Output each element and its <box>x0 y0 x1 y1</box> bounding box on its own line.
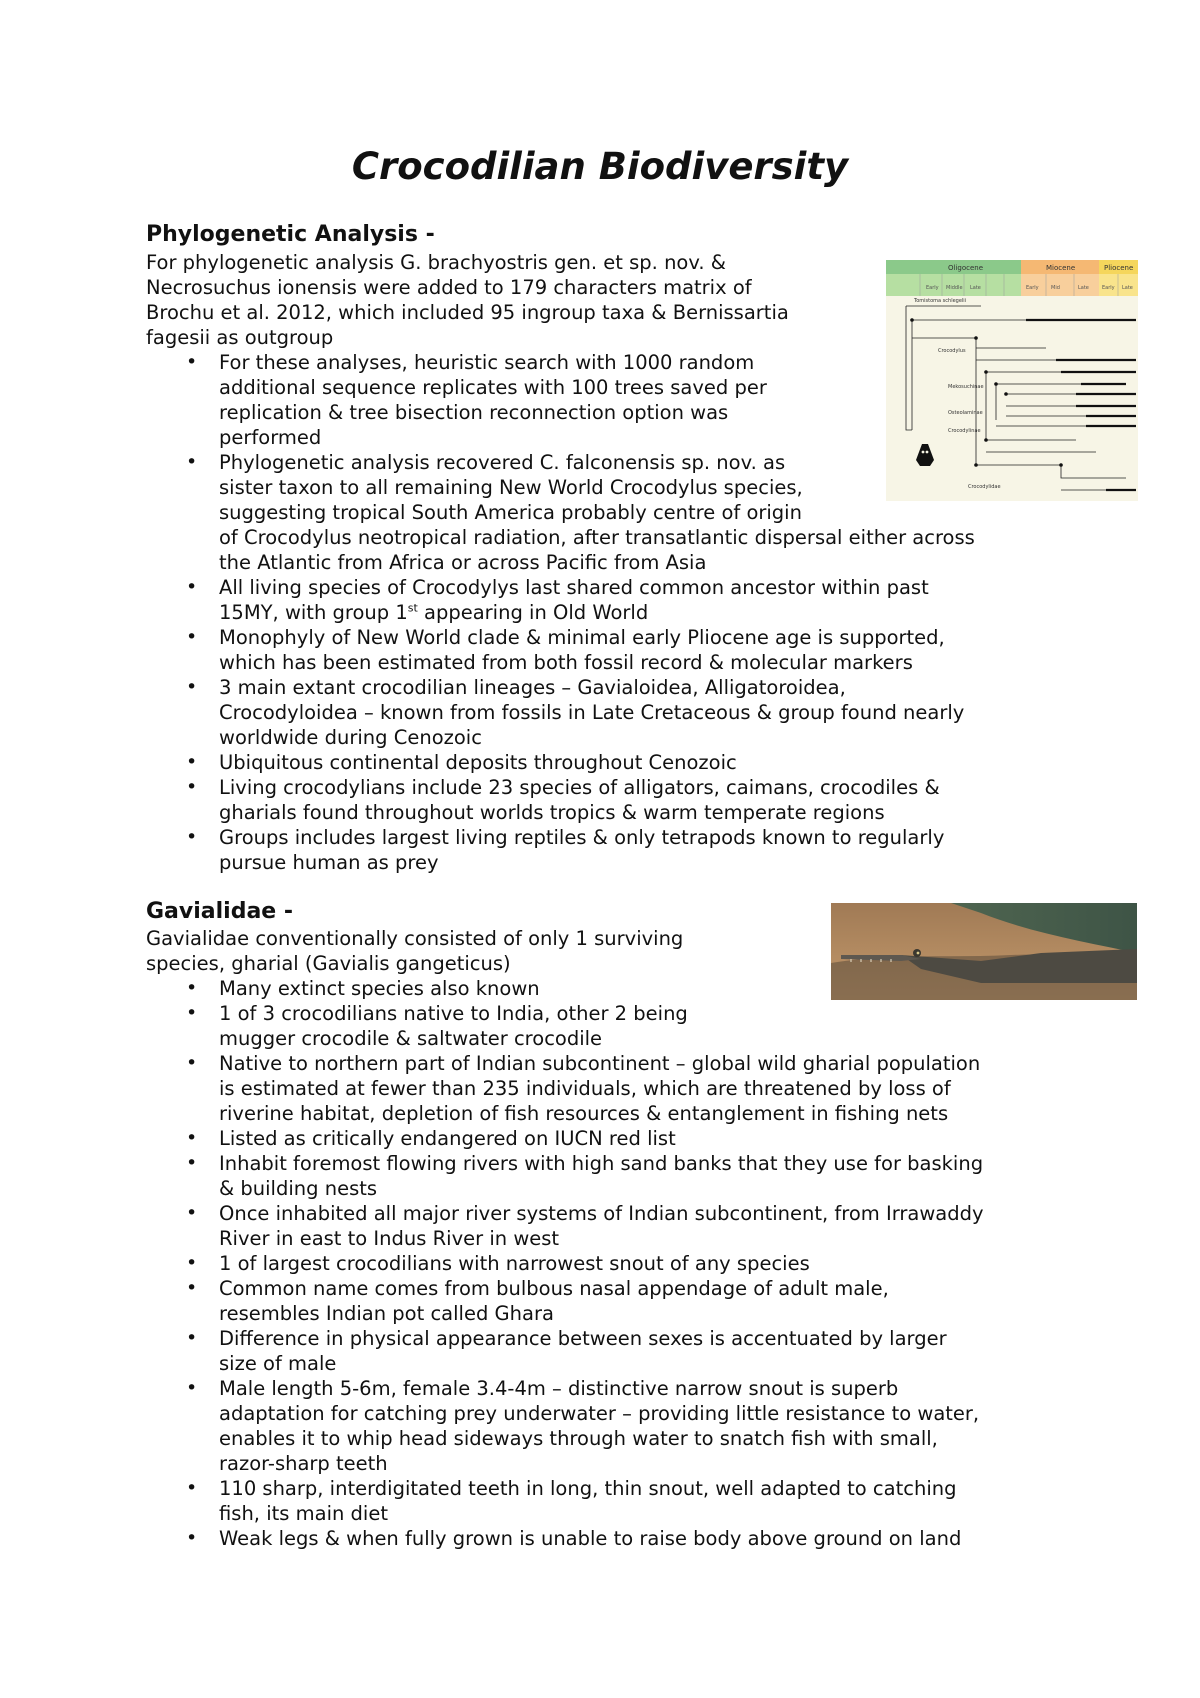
text-line: suggesting tropical South America probably centre of origin <box>219 501 802 524</box>
text-line: Necrosuchus ionensis were added to 179 characters matrix of <box>146 276 752 299</box>
list-item <box>146 1276 984 1326</box>
text-line: 15MY, with group 1 <box>219 601 408 624</box>
gharial-photo-svg <box>831 903 1137 1000</box>
stage-label: Late <box>1078 285 1089 291</box>
text-line: Native to northern part of Indian subcontinent – global wild gharial population <box>219 1052 981 1075</box>
list-item <box>146 1326 984 1376</box>
list-item <box>146 1126 984 1151</box>
text-line: 110 sharp, interdigitated teeth in long, thin snout, well adapted to catching <box>219 1477 957 1500</box>
section-intro-gavialidae <box>146 926 683 976</box>
list-item <box>146 775 975 825</box>
text-line: size of male <box>219 1352 337 1375</box>
phylogeny-figure <box>886 260 1138 501</box>
text-line: Monophyly of New World clade & minimal early Pliocene age is supported, <box>219 626 945 649</box>
text-line: Difference in physical appearance between sexes is accentuated by larger <box>219 1327 947 1350</box>
text-line: Weak legs & when fully grown is unable to raise body above ground on land <box>219 1527 962 1550</box>
list-item <box>146 350 975 450</box>
list-item <box>146 825 975 875</box>
list-item <box>146 625 975 675</box>
superscript: st <box>407 601 418 615</box>
tree-branches <box>906 306 1126 490</box>
text-line: riverine habitat, depletion of fish resources & entanglement in fishing nets <box>219 1102 949 1125</box>
text-line: gharials found throughout worlds tropics & warm temperate regions <box>219 801 885 824</box>
section-intro-phylogenetic <box>146 250 789 350</box>
text-line: Many extinct species also known <box>219 977 540 1000</box>
epoch-label: Pliocene <box>1104 264 1134 272</box>
text-line: enables it to whip head sideways through water to snatch fish with small, <box>219 1427 938 1450</box>
text-line: razor-sharp teeth <box>219 1452 388 1475</box>
text-line: fagesii as outgroup <box>146 326 334 349</box>
text-line: worldwide during Cenozoic <box>219 726 482 749</box>
text-line: pursue human as prey <box>219 851 439 874</box>
text-line: Male length 5-6m, female 3.4-4m – distinctive narrow snout is superb <box>219 1377 899 1400</box>
list-item <box>146 1051 984 1126</box>
stage-label: Late <box>970 285 981 291</box>
text-line: All living species of Crocodylys last shared common ancestor within past <box>219 576 929 599</box>
text-line: River in east to Indus River in west <box>219 1227 560 1250</box>
gharial-photo <box>831 903 1137 1000</box>
range-bars <box>1026 320 1136 490</box>
text-line: of Crocodylus neotropical radiation, after transatlantic dispersal either across <box>219 526 975 549</box>
page-title: Crocodilian Biodiversity <box>351 145 849 188</box>
taxon-label: Mekosuchinae <box>948 384 984 390</box>
text-line: For these analyses, heuristic search with 1000 random <box>219 351 755 374</box>
list-item <box>146 1151 984 1201</box>
bullet-list-gavialidae <box>146 976 984 1551</box>
text-line: Gavialidae conventionally consisted of only 1 surviving <box>146 927 684 950</box>
text-line: species, gharial (Gavialis gangeticus) <box>146 952 511 975</box>
text-line: Inhabit foremost flowing rivers with high sand banks that they use for basking <box>219 1152 984 1175</box>
list-item <box>146 675 975 750</box>
crocodile-silhouette-icon <box>916 444 934 466</box>
section-heading-gavialidae: Gavialidae - <box>146 899 294 924</box>
taxon-label: Tomistoma schlegelii <box>914 298 967 304</box>
text-line: Listed as critically endangered on IUCN red list <box>219 1127 676 1150</box>
list-item <box>146 450 975 575</box>
text-line: is estimated at fewer than 235 individuals, which are threatened by loss of <box>219 1077 951 1100</box>
taxon-label: Crocodylidae <box>968 484 1001 490</box>
text-line: Living crocodylians include 23 species of alligators, caimans, crocodiles & <box>219 776 940 799</box>
taxon-label: Crocodylinae <box>948 428 981 434</box>
epoch-label: Oligocene <box>948 264 984 272</box>
text-line: Phylogenetic analysis recovered C. falconensis sp. nov. as <box>219 451 786 474</box>
stage-label: Middle <box>946 285 963 291</box>
stage-label: Early <box>1026 285 1039 291</box>
text-line: replication & tree bisection reconnection option was <box>219 401 729 424</box>
stage-label: Early <box>1102 285 1115 291</box>
list-item <box>146 1376 984 1476</box>
text-line: sister taxon to all remaining New World Crocodylus species, <box>219 476 803 499</box>
list-item <box>146 1251 984 1276</box>
list-item <box>146 575 975 625</box>
stage-label: Early <box>926 285 939 291</box>
text-line: 3 main extant crocodilian lineages – Gavialoidea, Alligatoroidea, <box>219 676 846 699</box>
text-line: Once inhabited all major river systems of Indian subcontinent, from Irrawaddy <box>219 1202 984 1225</box>
list-item <box>146 1476 984 1526</box>
list-item <box>146 1526 984 1551</box>
text-line: the Atlantic from Africa or across Pacific from Asia <box>219 551 707 574</box>
list-item <box>146 750 975 775</box>
epoch-label: Miocene <box>1046 264 1076 272</box>
list-item <box>146 1001 984 1051</box>
text-line: & building nests <box>219 1177 378 1200</box>
text-line: resembles Indian pot called Ghara <box>219 1302 554 1325</box>
taxon-label: Osteolaminae <box>948 410 983 416</box>
text-line: Crocodyloidea – known from fossils in Late Cretaceous & group found nearly <box>219 701 965 724</box>
text-line: 1 of 3 crocodilians native to India, other 2 being <box>219 1002 688 1025</box>
text-line: fish, its main diet <box>219 1502 388 1525</box>
text-line: which has been estimated from both fossil record & molecular markers <box>219 651 913 674</box>
bullet-list-phylogenetic <box>146 350 975 875</box>
text-line: Brochu et al. 2012, which included 95 ingroup taxa & Bernissartia <box>146 301 789 324</box>
taxon-label: Crocodylus <box>938 348 966 354</box>
text-line: mugger crocodile & saltwater crocodile <box>219 1027 603 1050</box>
text-line: Groups includes largest living reptiles & only tetrapods known to regularly <box>219 826 945 849</box>
text-line: Ubiquitous continental deposits throughout Cenozoic <box>219 751 737 774</box>
text-line: 1 of largest crocodilians with narrowest snout of any species <box>219 1252 810 1275</box>
text-line: appearing in Old World <box>417 601 649 624</box>
text-line: For phylogenetic analysis G. brachyostris gen. et sp. nov. & <box>146 251 726 274</box>
list-item <box>146 1201 984 1251</box>
text-line: performed <box>219 426 322 449</box>
text-line: additional sequence replicates with 100 trees saved per <box>219 376 767 399</box>
clade-nodes <box>910 318 1063 467</box>
stage-label: Late <box>1122 285 1133 291</box>
phylogeny-tree-svg <box>886 260 1138 501</box>
text-line: adaptation for catching prey underwater – providing little resistance to water, <box>219 1402 980 1425</box>
stage-label: Mid <box>1051 285 1060 291</box>
section-heading-phylogenetic-analysis: Phylogenetic Analysis - <box>146 222 435 247</box>
text-line: Common name comes from bulbous nasal appendage of adult male, <box>219 1277 889 1300</box>
